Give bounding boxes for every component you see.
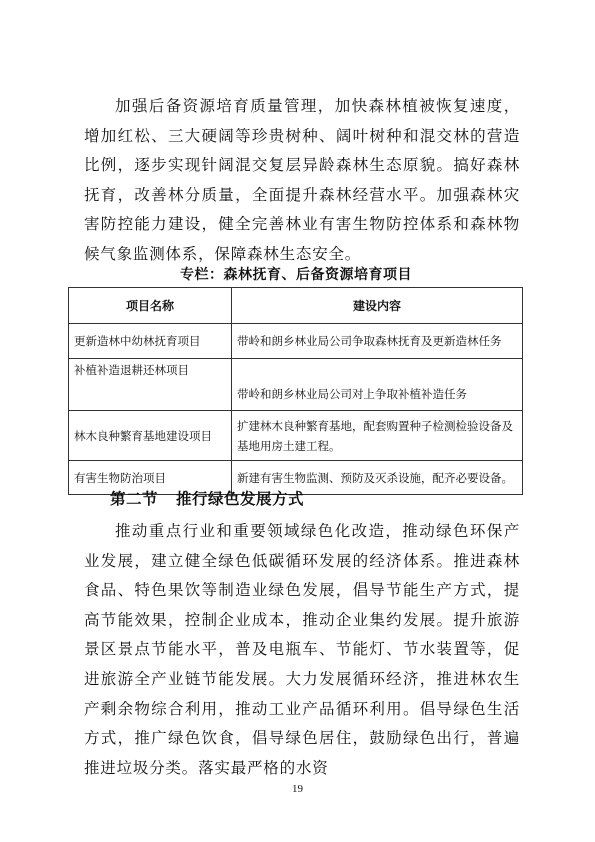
table-row bbox=[69, 411, 523, 461]
project-name-cell: 补植补造退耕还林项目 bbox=[69, 359, 232, 411]
body-paragraph: 推动重点行业和重要领域绿色化改造，推动绿色环保产业发展，建立健全绿色低碳循环发展的经济体系。推进森林食品、特色果饮等制造业绿色发展，倡导节能生产方式，提高节能效果，控制企业成本，推动企业集约发展。提升旅游景区景点节能水平，普及电瓶车、节能灯、节水装置等，促进旅游全产业链节能发展。大力发展循环经济，推进林农生产剩余物综合利用，推动工业产品循环利用。倡导绿色生活方式，推广绿色饮食，倡导绿色居住，鼓励绿色出行，普遍推进垃圾分类。落实最严格的水资 bbox=[84, 522, 520, 777]
project-name-cell: 更新造林中幼林抚育项目 bbox=[69, 324, 232, 359]
project-name-cell: 林木良种繁育基地建设项目 bbox=[69, 411, 232, 461]
project-content-cell: 扩建林木良种繁育基地，配套购置种子检测检验设备及基地用房土建工程。 bbox=[232, 411, 523, 461]
project-content-cell: 新建有害生物监测、预防及灭杀设施，配齐必要设备。 bbox=[232, 461, 523, 495]
table-header-row bbox=[69, 288, 523, 324]
project-table bbox=[68, 287, 523, 495]
section-heading bbox=[110, 487, 304, 509]
table-row bbox=[69, 359, 523, 411]
header-project-name: 项目名称 bbox=[69, 288, 232, 324]
project-name-cell: 有害生物防治项目 bbox=[69, 461, 232, 495]
page-number: 19 bbox=[292, 783, 303, 795]
project-content-cell: 带岭和朗乡林业局公司对上争取补植补造任务 bbox=[232, 359, 523, 411]
header-construction-content: 建设内容 bbox=[232, 288, 523, 324]
table-caption: 专栏：森林抚育、后备资源培育项目 bbox=[180, 267, 412, 283]
table-row bbox=[69, 324, 523, 359]
project-content-cell: 带岭和朗乡林业局公司争取森林抚育及更新造林任务 bbox=[232, 324, 523, 359]
section-number: 第二节 bbox=[110, 490, 159, 508]
intro-paragraph: 加强后备资源培育质量管理，加快森林植被恢复速度，增加红松、三大硬阔等珍贵树种、阔叶树种和混交林的营造比例，逐步实现针阔混交复层异龄森林生态原貌。搞好森林抚育，改善林分质量，全面提升森林经营水平。加强森林灾害防控能力建设，健全完善林业有害生物防控体系和森林物候气象监测体系，保障森林生态安全。 bbox=[84, 97, 520, 263]
section-title: 推行绿色发展方式 bbox=[176, 490, 305, 508]
